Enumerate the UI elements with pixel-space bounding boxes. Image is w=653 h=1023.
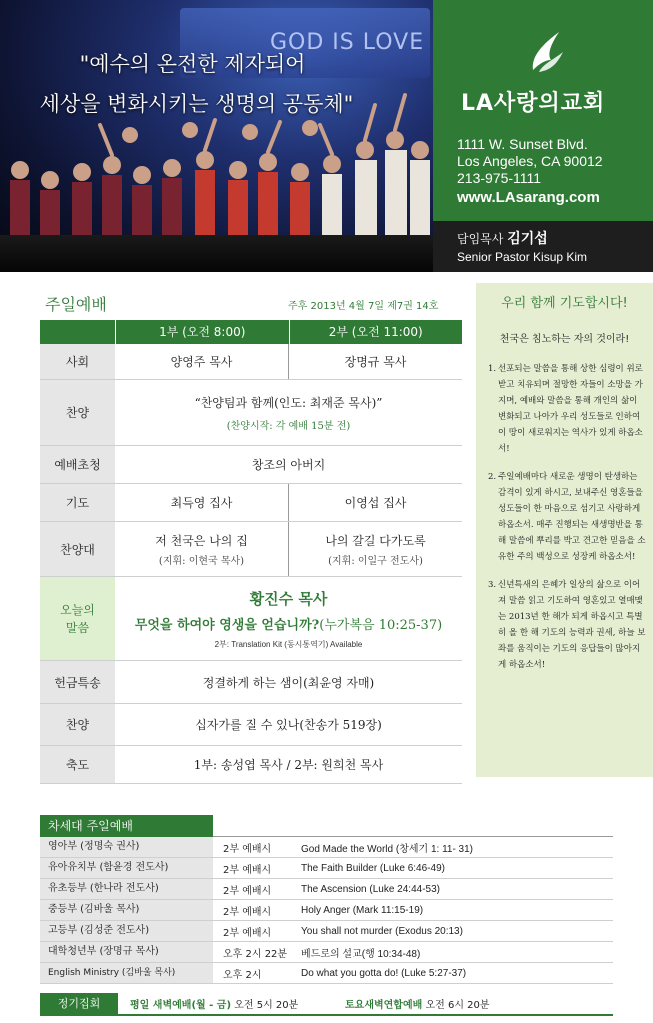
row-label: 찬양 [40,380,115,445]
table-row [40,858,613,879]
row-label: 찬양 [40,704,115,745]
row-benediction [40,746,462,784]
row-label: 헌금특송 [40,661,115,703]
dept-name: 유초등부 (한나라 전도사) [40,879,213,899]
saturday-dawn-name: 토요새벽연합예배 [345,1000,423,1011]
prayer-items [488,361,648,685]
leader-service1: 양영주 목사 [170,355,233,369]
table-row [40,963,613,984]
table-row [40,942,613,963]
address-line-1: 1111 W. Sunset Blvd. [457,136,588,152]
weekday-dawn-service [130,996,298,1011]
pastor-english: Senior Pastor Kisup Kim [457,250,588,264]
choir-service1 [115,522,288,576]
prayer-item: 1. 선포되는 말씀을 통해 상한 심령이 위로받고 치유되며 절망한 자들이 소망을 가지며, 예배와 말씀을 통해 개인의 삶이 변화되고 나아가 우리 성도들로 인하여 이 땅이 새로워지는 역사가 있게 하옵소서! [488,364,643,454]
row-hymn [40,704,462,746]
worship-table-header [40,320,462,344]
row-praise [40,380,462,446]
worship-crowd-illustration [0,0,433,272]
sermon-label [40,577,115,660]
sermon-label-line2: 말씀 [65,620,90,635]
header-photo [0,0,433,272]
quote-line-1: "예수의 온전한 제자되어 [79,52,306,76]
table-row [40,837,613,858]
dept-sermon-title: Holy Anger (Mark 11:15-19) [301,904,424,916]
row-choir [40,522,462,577]
address-line-2: Los Angeles, CA 90012 [457,153,603,169]
pastor-label: 담임목사 [457,232,504,246]
dept-sermon-title: Do what you gotta do! (Luke 5:27-37) [301,967,467,979]
praise-team: “찬양팀과 함께(인도: 최재준 목사)” [194,395,383,410]
sermon-preacher: 황진수 목사 [249,589,328,608]
prayer-title: 우리 함께 기도합시다! [501,296,628,311]
saturday-dawn-service [345,996,490,1011]
pastor-name: 김기섭 [507,231,548,247]
website-link[interactable]: www.LAsarang.com [457,189,600,206]
saturday-dawn-time: 오전 6시 20분 [425,1000,490,1011]
pastor-panel [433,221,653,272]
pastor-korean [457,228,548,248]
worship-title: 주일예배 [45,295,107,314]
sermon-title-text: 무엇을 하여야 영생을 얻습니까? [134,617,320,633]
next-gen-title: 차세대 주일예배 [40,815,213,837]
regular-meetings-label: 정기집회 [40,993,118,1014]
choir-song-2: 나의 갈길 다가도록 [325,533,426,548]
row-prayer [40,484,462,522]
dept-sermon-title: You shall not murder (Exodus 20:13) [301,925,463,937]
church-logo-text: LA사랑의교회 [461,91,606,116]
prayer-subtitle: 천국은 침노하는 자의 것이라! [499,334,630,345]
row-offering [40,661,462,704]
row-leader [40,344,462,380]
row-invitation [40,446,462,484]
regular-meetings-line [40,1014,613,1016]
prayer-service1: 최득영 집사 [170,496,233,510]
row-label: 축도 [40,746,115,783]
dept-name: 영아부 (정명숙 권사) [40,837,213,857]
choir-conductor-2: (지휘: 이일구 전도사) [328,555,423,567]
row-label: 기도 [40,484,115,521]
dept-time: 오후 2시 22분 [223,948,288,960]
stage-floor [0,235,433,272]
service2-header: 2부 (오전 11:00) [289,320,463,344]
table-row [40,921,613,942]
row-label: 찬양대 [40,522,115,576]
next-gen-table [40,837,613,984]
bulletin-date: 주후 2013년 4월 7일 제7권 14호 [288,301,439,312]
row-label: 사회 [40,344,115,379]
praise-content [115,380,462,445]
prayer-box [476,283,653,777]
sermon-label-line1: 오늘의 [60,602,95,617]
choir-song-1: 저 천국은 나의 집 [155,533,248,548]
dept-time: 2부 예배시 [223,927,272,939]
dept-sermon-title: God Made the World (창세기 1: 11- 31) [301,843,474,855]
dept-name: English Ministry (김바울 목사) [40,963,213,983]
dept-time: 2부 예배시 [223,885,272,897]
banner-text: GOD IS LOVE [270,30,425,55]
benediction-content: 1부: 송성엽 목사 / 2부: 원희천 목사 [193,758,384,772]
service1-header: 1부 (오전 8:00) [115,320,289,344]
offering-content: 정결하게 하는 샘이(최윤영 자매) [202,675,375,690]
dept-sermon-title: 베드로의 설교(행 10:34-48) [301,948,421,960]
sermon-title [135,614,442,633]
prayer-item: 3. 신년특새의 은혜가 일상의 삶으로 이어져 말씀 읽고 기도하여 영혼있고 열매맺는 2013년 한 해가 되게 하옵시고 특별히 올 한 해 기도의 능력과 권세, 하늘 보좌를 움직이는 기도의 응답들이 많아지게 하옵소서! [488,580,646,670]
dept-name: 대학청년부 (장명규 목사) [40,942,213,962]
choir-service2 [288,522,462,576]
dept-time: 2부 예배시 [223,843,272,855]
dept-time: 2부 예배시 [223,864,272,876]
weekday-dawn-time: 오전 5시 20분 [234,1000,299,1011]
phone-number: 213-975-1111 [457,170,542,186]
invitation-content: 창조의 아버지 [251,458,326,472]
choir-conductor-1: (지휘: 이현국 목사) [158,555,245,567]
table-row [40,900,613,921]
brand-panel [433,0,653,221]
hymn-content: 십자가를 질 수 있나(찬송가 519장) [195,718,382,732]
row-sermon [40,577,462,661]
dept-name: 유아유치부 (함윤경 전도사) [40,858,213,878]
flame-logo-icon [525,30,565,74]
worship-order-table [40,320,462,784]
weekday-dawn-name: 평일 새벽예배(월 - 금) [130,1000,232,1011]
church-address [457,136,603,187]
prayer-service2: 이영섭 집사 [288,484,462,521]
dept-name: 중등부 (김바울 목사) [40,900,213,920]
sermon-scripture: (누가복음 10:25-37) [319,617,443,633]
translation-kit-note: 2부: Translation Kit (동시통역기) Available [214,639,363,649]
row-label: 예배초청 [40,446,115,483]
table-row [40,879,613,900]
leader-service2: 장명규 목사 [288,344,462,379]
praise-start-note: (찬양시작: 각 예배 15분 전) [226,420,351,432]
dept-time: 오후 2시 [223,969,262,981]
dept-sermon-title: The Ascension (Luke 24:44-53) [301,883,440,895]
prayer-item: 2. 주일예배마다 새로운 생명이 탄생하는 감격이 있게 하시고, 보내주신 영혼들을 성도들이 한 마음으로 섬기고 사랑하게 하옵소서. 매주 진행되는 새생명반을 통해 말씀에 뿌리를 박고 견고한 믿음을 소유한 주의 백성으로 성장케 하옵소서! [488,472,646,562]
dept-sermon-title: The Faith Builder (Luke 6:46-49) [301,862,445,874]
dept-name: 고등부 (김성준 전도사) [40,921,213,941]
dept-time: 2부 예배시 [223,906,272,918]
quote-line-2: 세상을 변화시키는 생명의 공동체" [39,92,354,116]
sermon-content [115,577,462,660]
